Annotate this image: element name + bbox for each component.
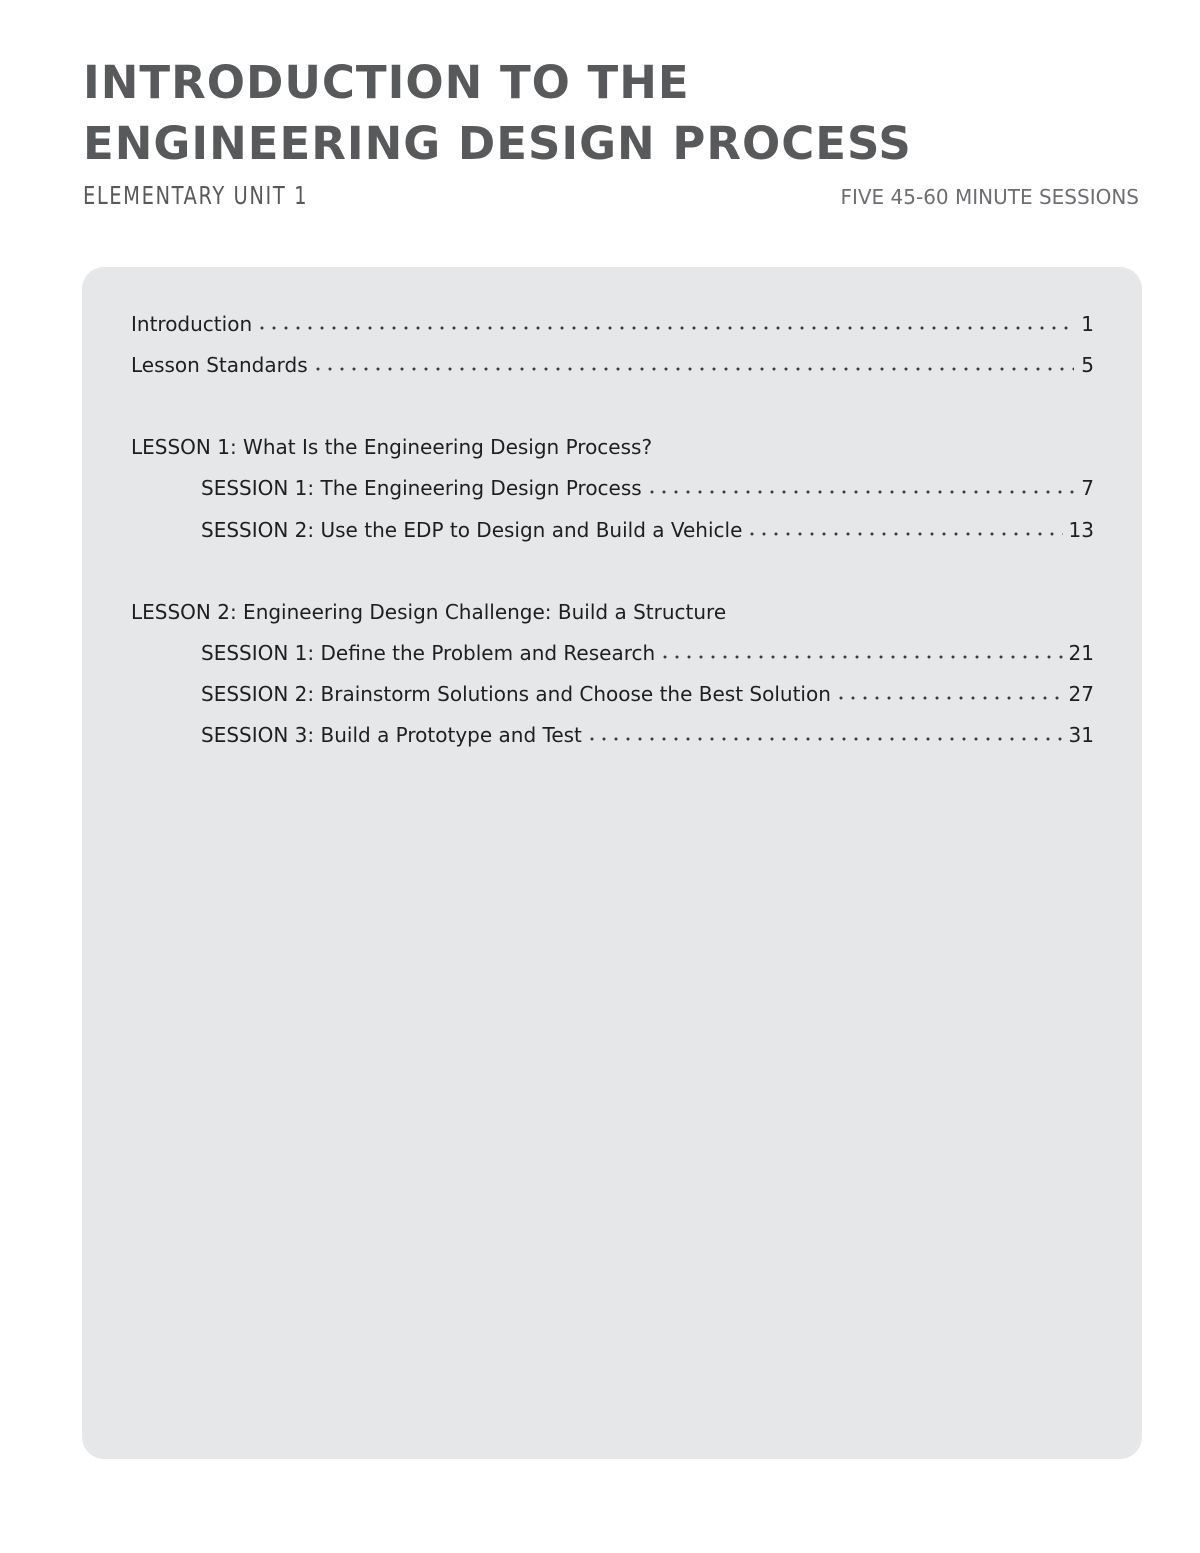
toc-entry-page: 7 <box>1081 476 1094 500</box>
dot-leader <box>659 638 1062 660</box>
title-line-2: ENGINEERING DESIGN PROCESS <box>83 117 912 170</box>
toc-entry-label: SESSION 2: Brainstorm Solutions and Choose the Best Solution <box>201 682 831 706</box>
dot-leader <box>256 309 1074 331</box>
toc-entry-label: SESSION 2: Use the EDP to Design and Build a Vehicle <box>201 518 743 542</box>
sessions-note: FIVE 45-60 MINUTE SESSIONS <box>840 185 1139 209</box>
toc-entry-page: 31 <box>1068 723 1094 747</box>
page-title <box>83 52 912 174</box>
table-of-contents <box>82 267 1142 1459</box>
toc-entry-page: 27 <box>1068 682 1094 706</box>
toc-entry-label: SESSION 1: The Engineering Design Process <box>201 476 642 500</box>
toc-entry-page: 1 <box>1081 312 1094 336</box>
toc-entry-lesson-2-session-1[interactable] <box>201 638 1094 668</box>
toc-entry-label: Introduction <box>131 312 253 336</box>
toc-entry-lesson-2-session-3[interactable] <box>201 720 1094 750</box>
dot-leader <box>312 350 1074 372</box>
toc-entry-label: SESSION 1: Define the Problem and Research <box>201 641 656 665</box>
unit-subtitle: ELEMENTARY UNIT 1 <box>83 181 309 210</box>
toc-entry-lesson-1-session-2[interactable] <box>201 515 1094 545</box>
dot-leader <box>835 679 1063 701</box>
dot-leader <box>746 515 1062 537</box>
toc-entry-introduction[interactable] <box>131 309 1094 339</box>
dot-leader <box>646 473 1074 495</box>
toc-entry-page: 13 <box>1068 518 1094 542</box>
toc-lesson-1-heading[interactable]: LESSON 1: What Is the Engineering Design Process? <box>131 435 653 459</box>
toc-entry-label: Lesson Standards <box>131 353 308 377</box>
toc-entry-label: SESSION 3: Build a Prototype and Test <box>201 723 582 747</box>
toc-entry-page: 21 <box>1068 641 1094 665</box>
toc-lesson-2-heading[interactable]: LESSON 2: Engineering Design Challenge: Build a Structure <box>131 600 727 624</box>
toc-entry-page: 5 <box>1081 353 1094 377</box>
toc-entry-lesson-2-session-2[interactable] <box>201 679 1094 709</box>
dot-leader <box>586 720 1063 742</box>
toc-entry-lesson-1-session-1[interactable] <box>201 473 1094 503</box>
title-line-1: INTRODUCTION TO THE <box>83 56 690 109</box>
toc-entry-lesson-standards[interactable] <box>131 350 1094 380</box>
